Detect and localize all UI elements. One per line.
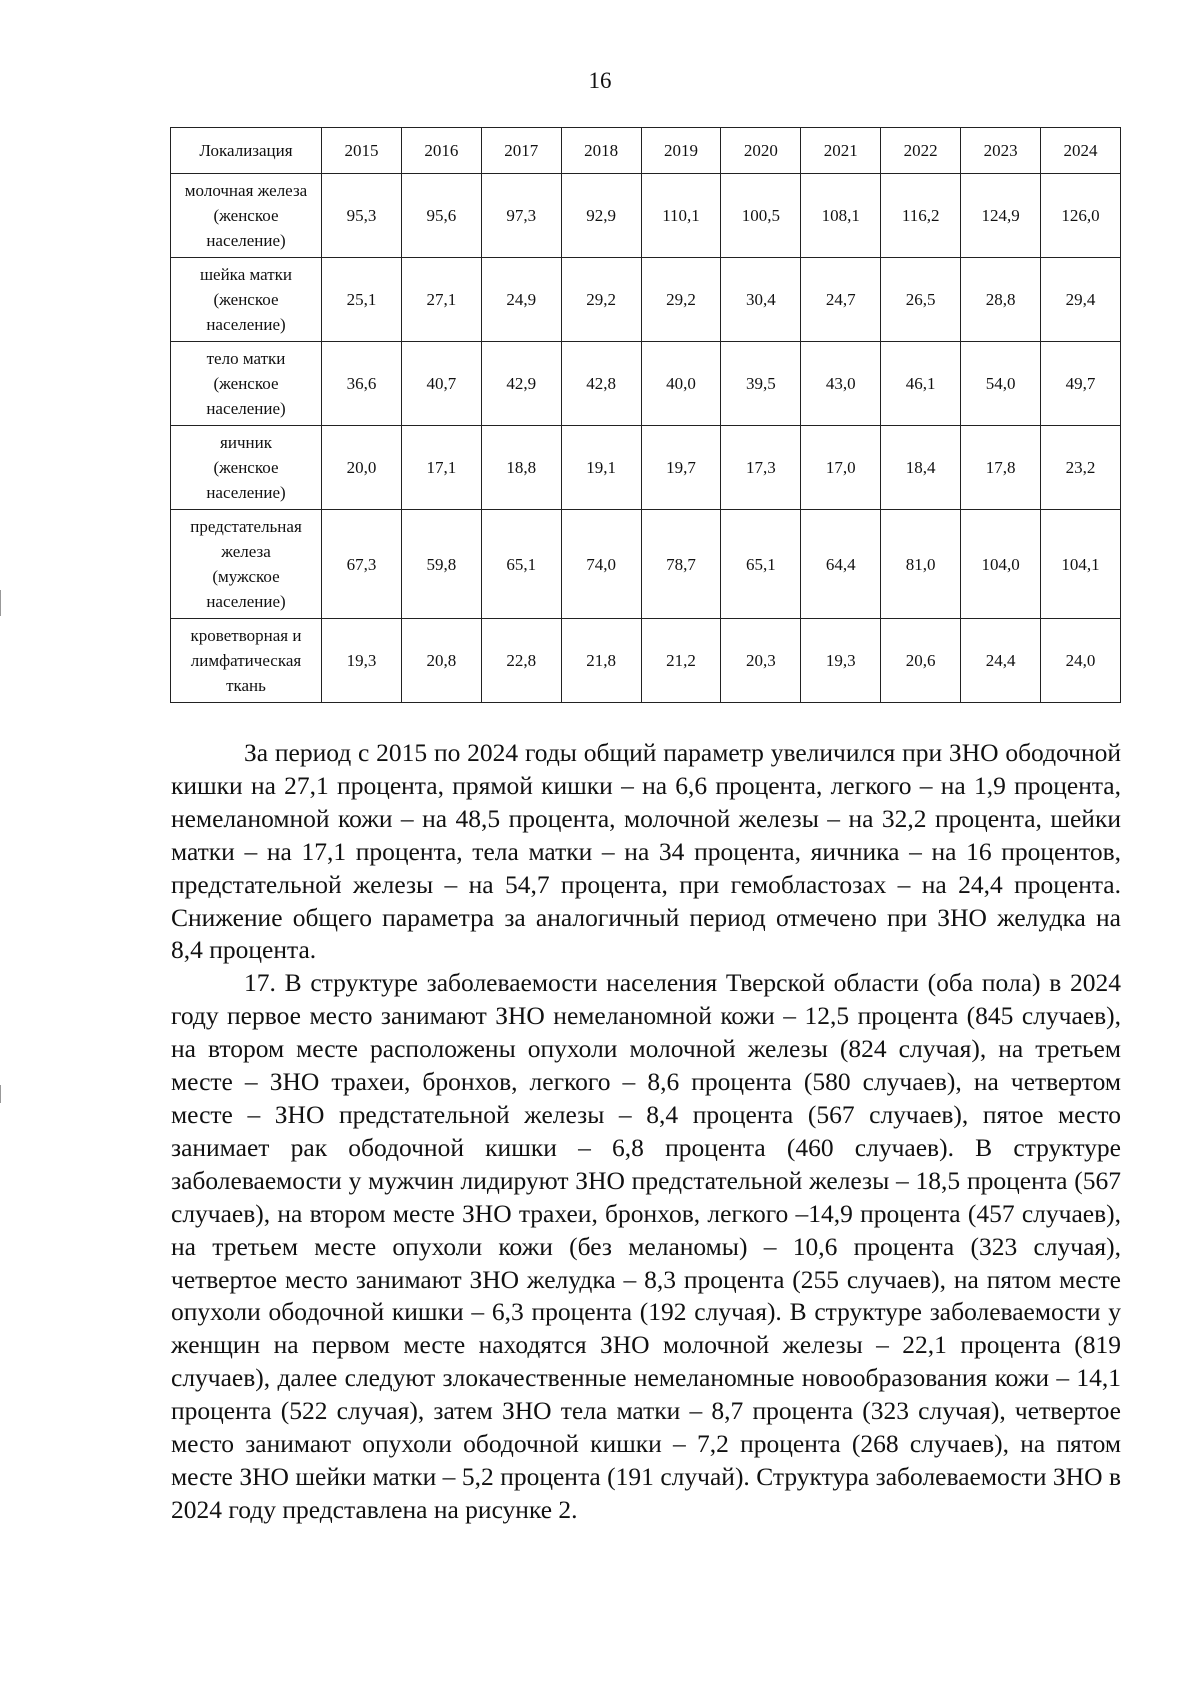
value-cell: 29,4 — [1041, 258, 1121, 342]
value-cell: 92,9 — [561, 174, 641, 258]
localization-cell — [171, 619, 322, 703]
value-cell: 28,8 — [961, 258, 1041, 342]
value-cell: 104,1 — [1041, 510, 1121, 619]
header-cell: 2015 — [322, 128, 402, 174]
scan-margin-mark — [0, 1085, 1, 1103]
value-cell: 30,4 — [721, 258, 801, 342]
localization-label-line: тело матки — [206, 349, 286, 368]
value-cell: 54,0 — [961, 342, 1041, 426]
header-cell: 2020 — [721, 128, 801, 174]
value-cell: 19,3 — [322, 619, 402, 703]
header-cell: 2024 — [1041, 128, 1121, 174]
header-cell: 2019 — [641, 128, 721, 174]
value-cell: 36,6 — [322, 342, 402, 426]
value-cell: 24,7 — [801, 258, 881, 342]
value-cell: 124,9 — [961, 174, 1041, 258]
value-cell: 64,4 — [801, 510, 881, 619]
value-cell: 74,0 — [561, 510, 641, 619]
value-cell: 100,5 — [721, 174, 801, 258]
scan-margin-mark — [0, 590, 1, 616]
header-cell: 2016 — [401, 128, 481, 174]
value-cell: 108,1 — [801, 174, 881, 258]
value-cell: 46,1 — [881, 342, 961, 426]
localization-label-line: яичник — [220, 433, 272, 452]
localization-label-line: население) — [206, 483, 286, 502]
localization-label-line: кроветворная и — [190, 626, 302, 645]
localization-label-line: (мужское — [212, 567, 280, 586]
value-cell: 18,8 — [481, 426, 561, 510]
localization-label-line: (женское — [213, 206, 279, 225]
value-cell: 27,1 — [401, 258, 481, 342]
value-cell: 95,3 — [322, 174, 402, 258]
value-cell: 20,8 — [401, 619, 481, 703]
localization-label-line: население) — [206, 592, 286, 611]
localization-label-line: шейка матки — [199, 265, 293, 284]
localization-label-line: (женское — [213, 458, 279, 477]
localization-cell — [171, 342, 322, 426]
value-cell: 24,9 — [481, 258, 561, 342]
value-cell: 21,8 — [561, 619, 641, 703]
table-header-row — [171, 128, 1121, 174]
localization-label-line: ткань — [226, 676, 266, 695]
localization-cell — [171, 258, 322, 342]
value-cell: 25,1 — [322, 258, 402, 342]
value-cell: 17,3 — [721, 426, 801, 510]
value-cell: 95,6 — [401, 174, 481, 258]
header-cell: 2021 — [801, 128, 881, 174]
value-cell: 104,0 — [961, 510, 1041, 619]
localization-cell — [171, 426, 322, 510]
page-number: 16 — [588, 68, 612, 93]
localization-label-line: молочная железа — [184, 181, 308, 200]
value-cell: 22,8 — [481, 619, 561, 703]
value-cell: 20,6 — [881, 619, 961, 703]
table-row — [171, 174, 1121, 258]
value-cell: 40,0 — [641, 342, 721, 426]
localization-label-line: население) — [206, 399, 286, 418]
value-cell: 17,8 — [961, 426, 1041, 510]
localization-label-line: (женское — [213, 290, 279, 309]
localization-cell — [171, 510, 322, 619]
value-cell: 17,1 — [401, 426, 481, 510]
table-row — [171, 426, 1121, 510]
value-cell: 49,7 — [1041, 342, 1121, 426]
localization-label-line: население) — [206, 315, 286, 334]
localization-label-line: железа — [221, 542, 271, 561]
localization-label-line: (женское — [213, 374, 279, 393]
value-cell: 20,0 — [322, 426, 402, 510]
value-cell: 42,9 — [481, 342, 561, 426]
value-cell: 65,1 — [481, 510, 561, 619]
header-cell: 2017 — [481, 128, 561, 174]
value-cell: 97,3 — [481, 174, 561, 258]
header-cell: 2018 — [561, 128, 641, 174]
table-row — [171, 342, 1121, 426]
value-cell: 18,4 — [881, 426, 961, 510]
value-cell: 81,0 — [881, 510, 961, 619]
localization-cell — [171, 174, 322, 258]
value-cell: 59,8 — [401, 510, 481, 619]
incidence-table — [170, 127, 1121, 703]
value-cell: 40,7 — [401, 342, 481, 426]
value-cell: 43,0 — [801, 342, 881, 426]
value-cell: 29,2 — [561, 258, 641, 342]
value-cell: 19,7 — [641, 426, 721, 510]
table-row — [171, 510, 1121, 619]
value-cell: 116,2 — [881, 174, 961, 258]
value-cell: 19,1 — [561, 426, 641, 510]
value-cell: 29,2 — [641, 258, 721, 342]
value-cell: 19,3 — [801, 619, 881, 703]
table-row — [171, 619, 1121, 703]
value-cell: 23,2 — [1041, 426, 1121, 510]
value-cell: 17,0 — [801, 426, 881, 510]
value-cell: 39,5 — [721, 342, 801, 426]
paragraph: 17. В структуре заболеваемости населения Тверской области (оба пола) в 2024 году первое место занимают ЗНО немеланомной кожи – 12,5 процента (845 случаев), на втором месте расположены опухоли молочной железы (824 случая), на третьем месте – ЗНО трахеи, бронхов, легкого – 8,6 процента (580 случаев), на четвертом месте – ЗНО предстательной железы – 8,4 процента (567 случаев), пятое место занимает рак ободочной кишки – 6,8 процента (460 случаев). В структуре заболеваемости у мужчин лидируют ЗНО предстательной железы – 18,5 процента (567 случаев), на втором месте ЗНО трахеи, бронхов, легкого –14,9 процента (457 случаев), на третьем месте опухоли кожи (без меланомы) – 10,6 процента (323 случая), четвертое место занимают ЗНО желудка – 8,3 процента (255 случаев), на пятом месте опухоли ободочной кишки – 6,3 процента (192 случая). В структуре заболеваемости у женщин на первом месте находятся ЗНО молочной железы – 22,1 процента (819 случаев), далее следуют злокачественные немеланомные новообразования кожи – 14,1 процента (522 случая), затем ЗНО тела матки – 8,7 процента (323 случая), четвертое место занимают опухоли ободочной кишки – 7,2 процента (268 случаев), на пятом месте ЗНО шейки матки – 5,2 процента (191 случай). Структура заболеваемости ЗНО в 2024 году представлена на рисунке 2. — [171, 968, 1121, 1524]
value-cell: 126,0 — [1041, 174, 1121, 258]
value-cell: 21,2 — [641, 619, 721, 703]
paragraph: За период с 2015 по 2024 годы общий параметр увеличился при ЗНО ободочной кишки на 27,1 процента, прямой кишки – на 6,6 процента, легкого – на 1,9 процента, немеланомной кожи – на 48,5 процента, молочной железы – на 32,2 процента, шейки матки – на 17,1 процента, тела матки – на 34 процента, яичника – на 16 процентов, предстательной железы – на 54,7 процента, при гемобластозах – на 24,4 процента. Снижение общего параметра за аналогичный период отмечено при ЗНО желудка на 8,4 процента. — [171, 738, 1121, 965]
header-cell: Локализация — [171, 128, 322, 174]
localization-label-line: население) — [206, 231, 286, 250]
value-cell: 42,8 — [561, 342, 641, 426]
value-cell: 65,1 — [721, 510, 801, 619]
body-text — [171, 737, 1121, 1527]
localization-label-line: предстательная — [190, 517, 302, 536]
localization-label-line: лимфатическая — [190, 651, 302, 670]
value-cell: 20,3 — [721, 619, 801, 703]
value-cell: 110,1 — [641, 174, 721, 258]
value-cell: 24,4 — [961, 619, 1041, 703]
value-cell: 78,7 — [641, 510, 721, 619]
value-cell: 24,0 — [1041, 619, 1121, 703]
value-cell: 26,5 — [881, 258, 961, 342]
header-cell: 2022 — [881, 128, 961, 174]
table-row — [171, 258, 1121, 342]
value-cell: 67,3 — [322, 510, 402, 619]
header-cell: 2023 — [961, 128, 1041, 174]
